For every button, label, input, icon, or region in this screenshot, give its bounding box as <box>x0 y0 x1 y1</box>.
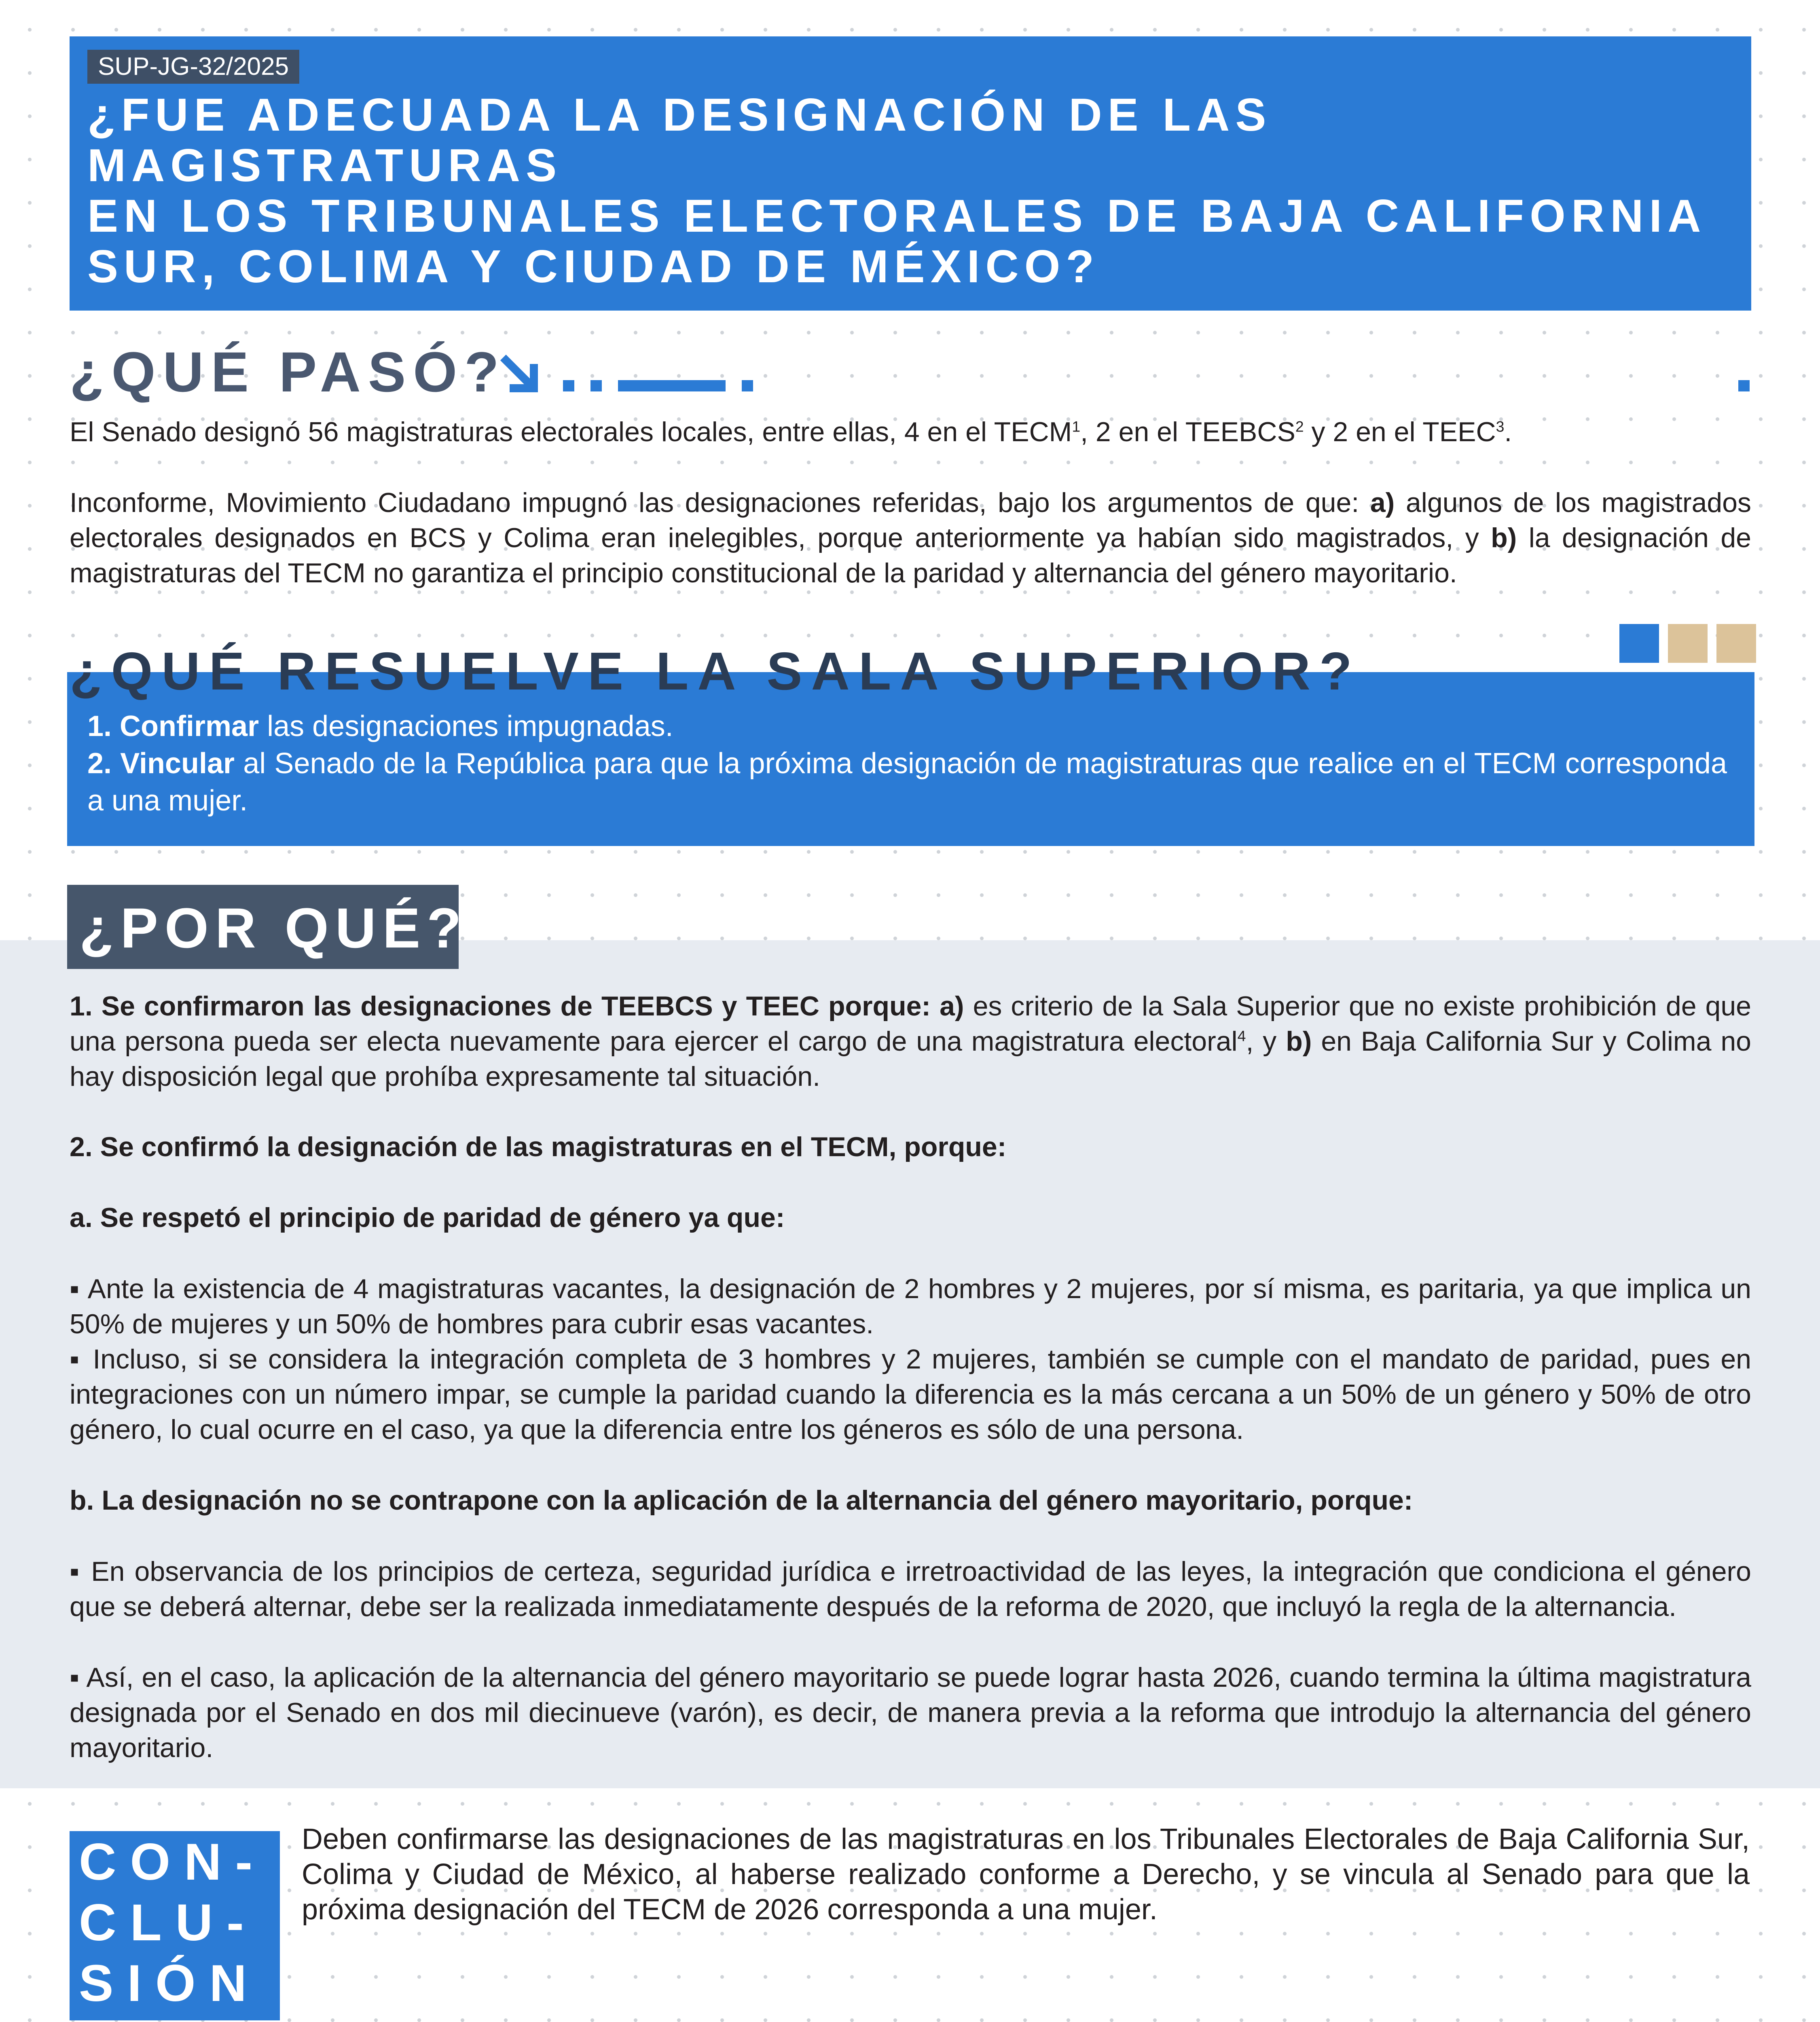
que-paso-paragraph-2: Inconforme, Movimiento Ciudadano impugnó las designaciones referidas, bajo los argumentos de que: a) algunos de los magistrados electorales designados en BCS y Colima eran inelegibles, porque anteriormente ya habían sido magistrados, y b) la designación de magistraturas del TECM no garantiza el principio constitucional de la paridad y alternancia del género mayoritario. <box>70 487 1751 588</box>
arrow-down-right-icon <box>498 353 543 393</box>
decorative-square-tan <box>1716 624 1756 663</box>
conclusion-label-line: CLU- <box>79 1894 258 1952</box>
por-que-heading: ¿POR QUÉ? <box>79 896 468 960</box>
por-que-b-bullet-1: ▪ En observancia de los principios de certeza, seguridad jurídica e irretroactividad de las leyes, la integración que condiciona el género que se deberá alternar, debe ser la realizada inmediatamente después de la reforma de 2020, que incluyó la regla de la alternancia. <box>70 1556 1751 1622</box>
conclusion-label-line: CON- <box>79 1833 267 1891</box>
que-paso-heading: ¿QUÉ PASÓ? <box>70 340 506 404</box>
resuelve-item-2: 2. Vincular al Senado de la República para que la próxima designación de magistraturas que realice en el TECM corresponda a una mujer. <box>87 747 1727 817</box>
title-line: EN LOS TRIBUNALES ELECTORALES DE BAJA CALIFORNIA <box>87 190 1707 242</box>
por-que-a-bullet-1: ▪ Ante la existencia de 4 magistraturas vacantes, la designación de 2 hombres y 2 mujeres, por sí misma, es paritaria, ya que implica un 50% de mujeres y un 50% de hombres para cubrir esas vacantes. <box>70 1273 1751 1339</box>
decorative-dot <box>742 380 753 391</box>
por-que-point-1: 1. Se confirmaron las designaciones de TEEBCS y TEEC porque: a) es criterio de la Sala Superior que no existe prohibición de que una persona pueda ser electa nuevamente para ejercer el cargo de una magistratura electoral$^4$, y b) en Baja California Sur y Colima no hay disposición legal que prohíba expresamente tal situación. <box>70 991 1751 1092</box>
conclusion-text: Deben confirmarse las designaciones de las magistraturas en los Tribunales Electorales de Baja California Sur, Colima y Ciudad de México, al haberse realizado conforme a Derecho, y se vincula al Senado para que la próxima designación del TECM de 2026 corresponda a una mujer. <box>302 1823 1750 1926</box>
por-que-b-bullet-2: ▪ Así, en el caso, la aplicación de la alternancia del género mayoritario se puede lograr hasta 2026, cuando termina la última magistratura designada por el Senado en dos mil diecinueve (varón), es decir, de manera previa a la reforma que introdujo la alternancia del género mayoritario. <box>70 1662 1751 1763</box>
decorative-dash <box>618 380 726 391</box>
que-paso-paragraph-1: El Senado designó 56 magistraturas electorales locales, entre ellas, 4 en el TECM$^1$, 2 en el TEEBCS$^2$ y 2 en el TEEC$^3$. <box>70 417 1512 447</box>
decorative-square-blue <box>1619 624 1659 663</box>
resuelve-list <box>87 708 1727 819</box>
por-que-a-bullet-2: ▪ Incluso, si se considera la integración completa de 3 hombres y 2 mujeres, también se cumple con el mandato de paridad, pues en integraciones con un número impar, se cumple la paridad cuando la diferencia es la más cercana a un 50% de un género y 50% de otro género, lo cual ocurre en el caso, ya que la diferencia entre los géneros es sólo de una persona. <box>70 1344 1751 1445</box>
title-line: SUR, COLIMA Y CIUDAD DE MÉXICO? <box>87 241 1100 292</box>
decorative-dot <box>563 380 574 391</box>
por-que-a-heading: a. Se respetó el principio de paridad de género ya que: <box>70 1202 785 1233</box>
resuelve-item-1: 1. Confirmar las designaciones impugnadas. <box>87 710 673 742</box>
resuelve-heading: ¿QUÉ RESUELVE LA SALA SUPERIOR? <box>70 641 1361 701</box>
decorative-square-tan <box>1668 624 1708 663</box>
case-number-badge: SUP-JG-32/2025 <box>87 50 299 84</box>
main-title <box>87 90 1729 292</box>
conclusion-label-line: SIÓN <box>79 1954 260 2012</box>
decorative-dot <box>1738 380 1750 391</box>
decorative-dot <box>590 380 602 391</box>
title-line: ¿FUE ADECUADA LA DESIGNACIÓN DE LAS MAGISTRATURAS <box>87 89 1272 191</box>
por-que-point-2-heading: 2. Se confirmó la designación de las magistraturas en el TECM, porque: <box>70 1132 1007 1162</box>
por-que-b-heading: b. La designación no se contrapone con la aplicación de la alternancia del género mayoritario, porque: <box>70 1485 1413 1516</box>
